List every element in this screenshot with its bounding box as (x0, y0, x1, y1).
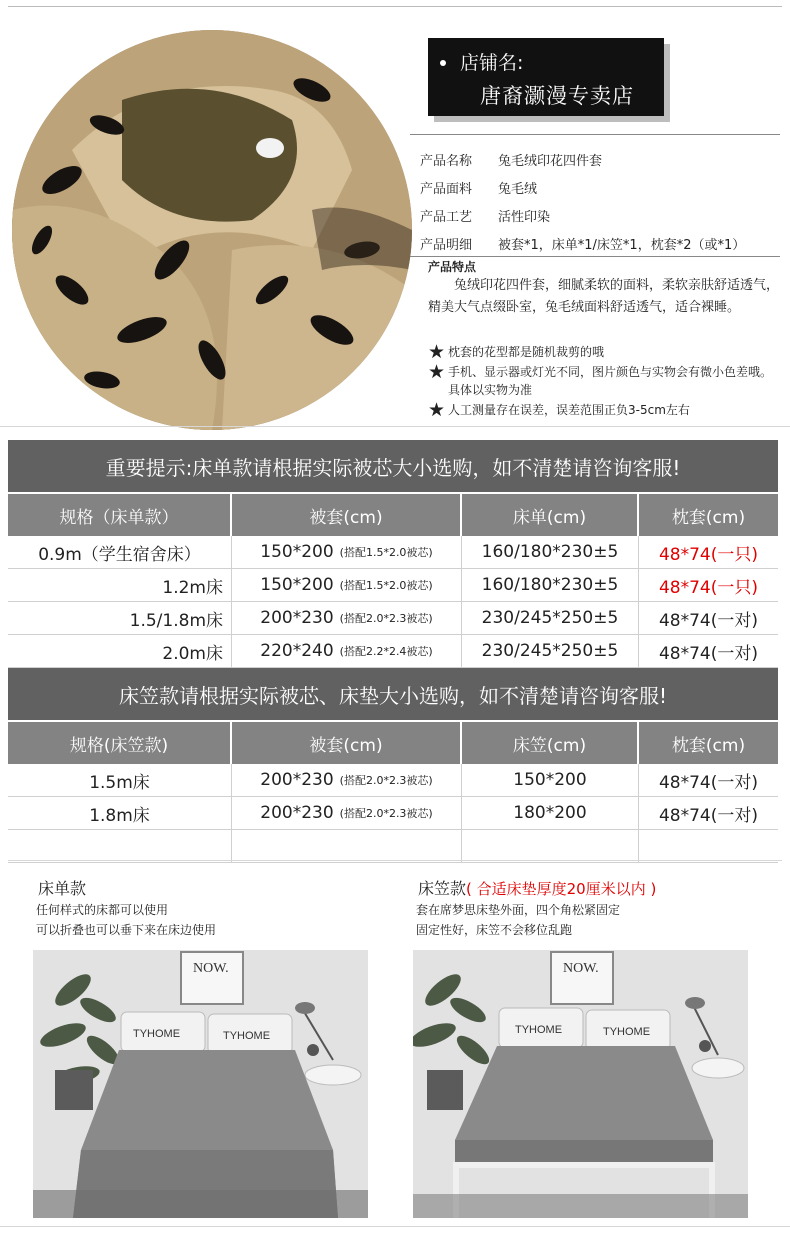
spec-row (420, 201, 745, 229)
fitted-desc-line: 套在席梦思床垫外面，四个角松紧固定 (416, 903, 621, 917)
spec-table (420, 145, 745, 257)
shop-label: 店铺名: (460, 52, 524, 74)
duvet-cell (232, 569, 462, 601)
size-cell: 1.5/1.8m床 (8, 602, 232, 634)
spec-key: 产品工艺 (420, 209, 473, 225)
pillow-cell: 48*74(一对) (658, 610, 759, 631)
star-icon: ★ (428, 341, 446, 363)
note-item (428, 343, 780, 361)
floral-bedding-image (12, 30, 412, 430)
fitted-sheet-bed-image (413, 950, 748, 1218)
fitted-title-hint: ( 合适床垫厚度20厘米以内 ) (466, 880, 657, 898)
table-row (8, 536, 778, 569)
header-cell: 规格(床笠款) (8, 722, 232, 764)
sheet-cell: 160/180*230±5 (462, 536, 639, 568)
pillow-cell: 48*74(一只) (658, 544, 759, 565)
spec-divider-bottom (410, 256, 780, 257)
spec-divider-top (410, 134, 780, 135)
note-text: 人工测量存在误差，误差范围正负3-5cm左右 (448, 403, 690, 417)
size-cell: 2.0m床 (8, 635, 232, 667)
fitted-style-title (418, 876, 656, 899)
size-tables (8, 440, 778, 863)
fitted-title-text: 床笠款 (418, 879, 467, 898)
empty-cell (462, 830, 639, 862)
section-divider (0, 426, 790, 427)
note-text: 手机、显示器或灯光不同，图片颜色与实物会有微小色差哦。具体以实物为准 (448, 365, 773, 397)
spec-key: 产品名称 (420, 153, 473, 169)
pillow-cell: 48*74(一对) (658, 805, 759, 826)
duvet-size: 150*200 (260, 542, 334, 562)
spec-row (420, 145, 745, 173)
duvet-cell (232, 797, 462, 829)
table-row (8, 764, 778, 797)
size-cell: 0.9m（学生宿舍床） (8, 536, 232, 568)
header-cell: 被套(cm) (232, 494, 462, 536)
empty-cell (8, 830, 232, 862)
table-row (8, 635, 778, 668)
fitted-sheet-banner: 床笠款请根据实际被芯、床垫大小选购，如不清楚请咨询客服! (8, 668, 778, 722)
header-cell: 床笠(cm) (462, 722, 639, 764)
table-row (8, 797, 778, 830)
duvet-size: 220*240 (260, 641, 334, 661)
empty-cell (232, 830, 462, 862)
spec-row (420, 173, 745, 201)
flat-pillow-text: TYHOME (133, 1028, 181, 1040)
table-row-empty (8, 830, 778, 863)
duvet-cell (232, 536, 462, 568)
notes-list (428, 343, 780, 421)
shop-name: 唐裔灏漫专卖店 (480, 84, 634, 108)
fitted-pillow-text: TYHOME (515, 1024, 563, 1036)
size-cell: 1.2m床 (8, 569, 232, 601)
header-cell: 规格（床单款） (8, 494, 232, 536)
flat-desc-line: 可以折叠也可以垂下来在床边使用 (36, 923, 217, 937)
fitted-poster-text: NOW. (563, 961, 599, 976)
duvet-note: (搭配2.0*2.3被芯) (339, 612, 433, 625)
note-item (428, 401, 780, 419)
size-cell: 1.8m床 (8, 797, 232, 829)
spec-value: 兔毛绒 (498, 181, 538, 197)
empty-cell (639, 830, 778, 862)
shop-name-box (428, 38, 664, 116)
product-photo (12, 30, 412, 430)
flat-poster-text: NOW. (193, 961, 229, 976)
flat-pillow-text: TYHOME (223, 1030, 271, 1042)
duvet-cell (232, 764, 462, 796)
duvet-size: 200*230 (260, 608, 334, 628)
sheet-cell: 230/245*250±5 (462, 635, 639, 667)
spec-value: 被套*1，床单*1/床笠*1，枕套*2（或*1） (498, 237, 746, 253)
bullet-icon (440, 60, 446, 66)
features-body: 兔绒印花四件套，细腻柔软的面料，柔软亲肤舒适透气，精美大气点缀卧室，兔毛绒面料舒适透气，适合裸睡。 (428, 278, 780, 315)
top-divider (8, 6, 782, 7)
bottom-divider (0, 1226, 790, 1227)
spec-key: 产品明细 (420, 237, 473, 253)
duvet-cell (232, 602, 462, 634)
pillow-cell: 48*74(一对) (658, 643, 759, 664)
lower-divider (8, 860, 782, 861)
flat-sheet-banner: 重要提示:床单款请根据实际被芯大小选购，如不清楚请咨询客服! (8, 440, 778, 494)
spec-value: 活性印染 (498, 209, 551, 225)
duvet-note: (搭配2.2*2.4被芯) (339, 645, 433, 658)
flat-sheet-bed-image (33, 950, 368, 1218)
note-text: 枕套的花型都是随机裁剪的哦 (448, 345, 605, 359)
duvet-size: 200*230 (260, 803, 334, 823)
duvet-note: (搭配1.5*2.0被芯) (339, 579, 433, 592)
header-cell: 枕套(cm) (671, 507, 746, 528)
flat-desc-line: 任何样式的床都可以使用 (36, 903, 169, 917)
fitted-pillow-text: TYHOME (603, 1026, 651, 1038)
fitted-desc-line: 固定性好，床笠不会移位乱跑 (416, 923, 573, 937)
duvet-note: (搭配1.5*2.0被芯) (339, 546, 433, 559)
note-item (428, 363, 780, 399)
flat-style-title: 床单款 (38, 879, 87, 898)
star-icon: ★ (428, 399, 446, 421)
fitted-sheet-photo (413, 950, 748, 1218)
star-icon: ★ (428, 361, 446, 383)
sheet-cell: 230/245*250±5 (462, 602, 639, 634)
header-cell: 枕套(cm) (671, 735, 746, 756)
features-title: 产品特点 (428, 260, 477, 274)
spec-value: 兔毛绒印花四件套 (498, 153, 603, 169)
flat-sheet-photo (33, 950, 368, 1218)
duvet-note: (搭配2.0*2.3被芯) (339, 807, 433, 820)
duvet-note: (搭配2.0*2.3被芯) (339, 774, 433, 787)
header-cell: 床单(cm) (462, 494, 639, 536)
flat-style-desc (36, 900, 216, 940)
table-header (8, 722, 778, 764)
size-cell: 1.5m床 (8, 764, 232, 796)
table-header (8, 494, 778, 536)
duvet-size: 150*200 (260, 575, 334, 595)
fitted-cell: 150*200 (462, 764, 639, 796)
duvet-size: 200*230 (260, 770, 334, 790)
duvet-cell (232, 635, 462, 667)
fitted-style-desc (416, 900, 620, 940)
pillow-cell: 48*74(一对) (658, 772, 759, 793)
sheet-cell: 160/180*230±5 (462, 569, 639, 601)
header-cell: 被套(cm) (232, 722, 462, 764)
fitted-cell: 180*200 (462, 797, 639, 829)
spec-key: 产品面料 (420, 181, 473, 197)
table-row (8, 569, 778, 602)
spec-row (420, 229, 745, 257)
pillow-cell: 48*74(一只) (658, 577, 759, 598)
table-row (8, 602, 778, 635)
